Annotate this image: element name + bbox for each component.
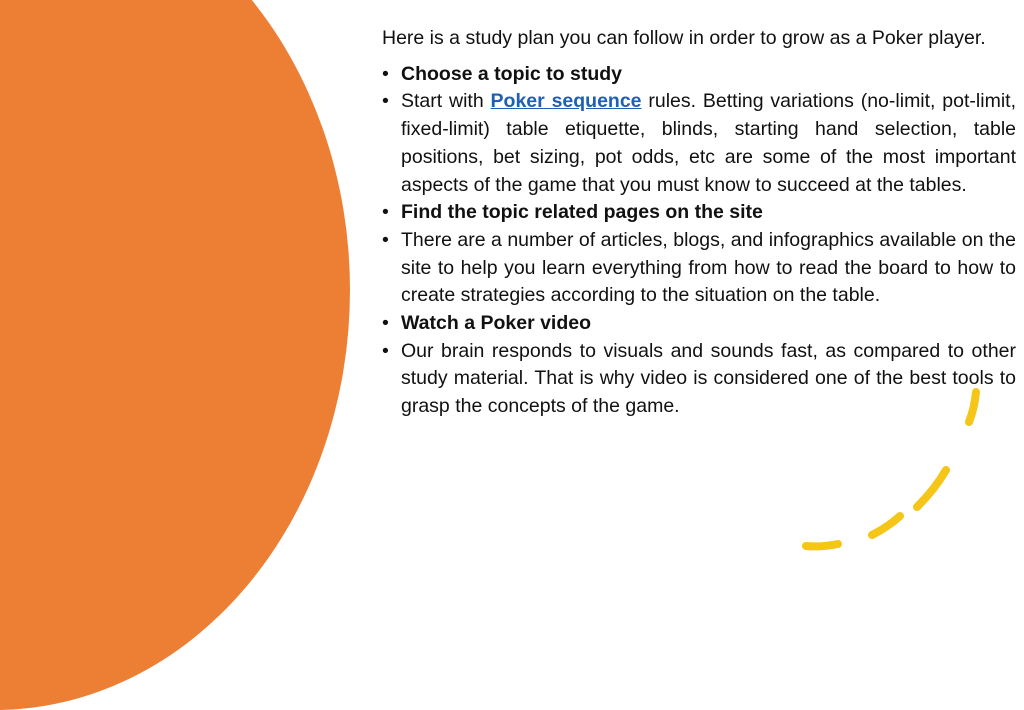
text-content (382, 25, 1016, 421)
bullet-icon: • (382, 90, 389, 113)
study-plan-list (382, 61, 1016, 421)
dash-bottom (806, 544, 838, 546)
list-item (382, 88, 1016, 199)
item-text: Our brain responds to visuals and sounds fast, as compared to other study material. That is why video is considered one of the best tools to grasp the concepts of the game. (401, 339, 1016, 418)
list-item (382, 338, 1016, 421)
step-heading: Find the topic related pages on the site (401, 201, 763, 224)
bullet-icon: • (382, 228, 389, 251)
orange-circle-decoration (0, 0, 350, 710)
list-item (382, 310, 1016, 338)
list-item (382, 227, 1016, 310)
intro-paragraph: Here is a study plan you can follow in order to grow as a Poker player. (382, 27, 986, 49)
item-text: Start with (401, 90, 491, 113)
poker-sequence-link[interactable]: Poker sequence (490, 90, 642, 113)
dash-middle (917, 470, 946, 507)
bullet-icon: • (382, 62, 389, 85)
list-item (382, 199, 1016, 227)
item-text: rules. Betting variations (no-limit, pot-limit, fixed-limit) table etiquette, blinds, starting hand selection, table positions, bet sizing, pot odds, etc are some of the most important aspects of the game that you must know to succeed at the tables. (401, 90, 1016, 196)
bullet-icon: • (382, 339, 389, 362)
list-item (382, 61, 1016, 89)
bullet-icon: • (382, 312, 389, 335)
step-heading: Choose a topic to study (401, 62, 623, 85)
dash-lower (872, 516, 900, 535)
bullet-icon: • (382, 201, 389, 224)
item-text: There are a number of articles, blogs, and infographics available on the site to help you learn everything from how to read the board to how to create strategies according to the situation on the table. (401, 228, 1016, 307)
step-heading: Watch a Poker video (401, 312, 592, 335)
